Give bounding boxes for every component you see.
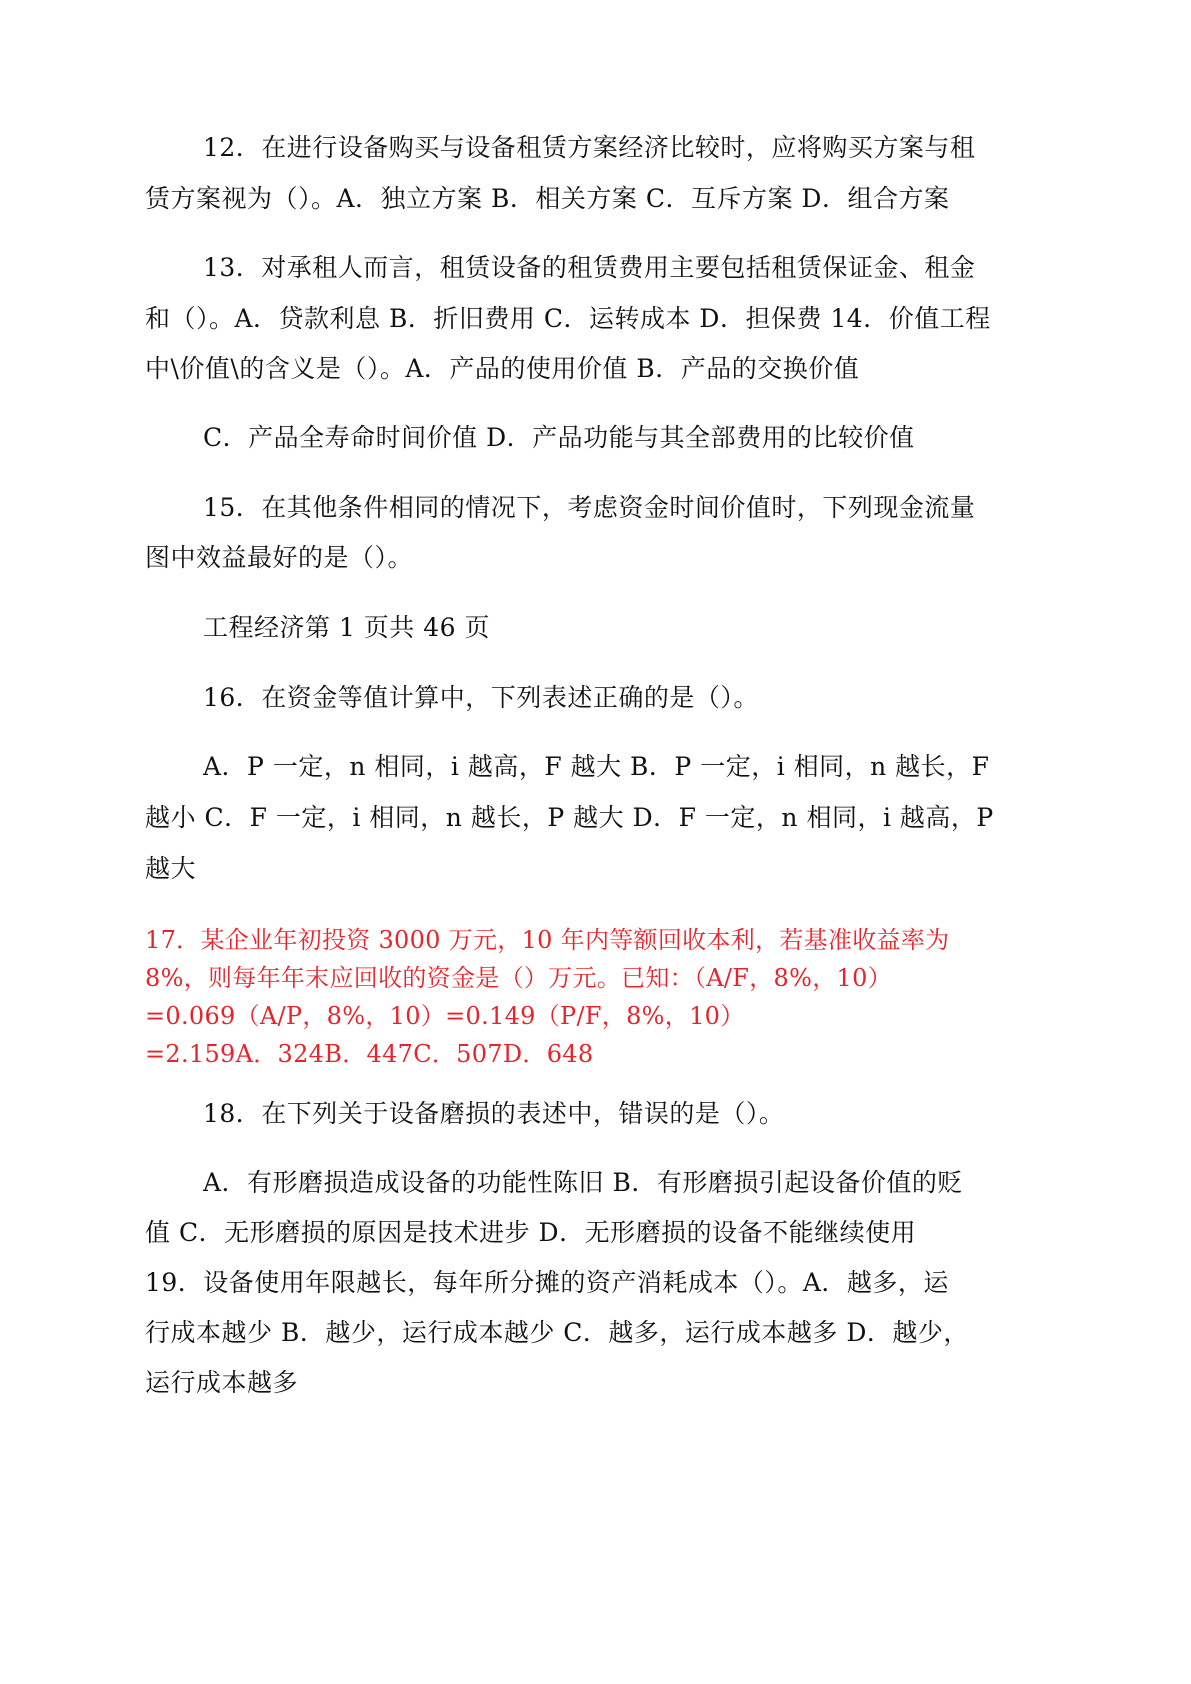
q18-line: 18．在下列关于设备磨损的表述中，错误的是（）。 — [203, 1099, 785, 1128]
page-footer: 工程经济第 1 页共 46 页 — [203, 613, 491, 642]
q13-line-1: 13．对承租人而言，租赁设备的租赁费用主要包括租赁保证金、租金 — [203, 253, 976, 282]
q18-options-2: 值 C．无形磨损的原因是技术进步 D．无形磨损的设备不能继续使用 — [145, 1218, 917, 1247]
q19-line-3: 运行成本越多 — [145, 1368, 299, 1397]
q12-line-1: 12．在进行设备购买与设备租赁方案经济比较时，应将购买方案与租 — [203, 133, 976, 162]
q16-options-2: 越小 C．F 一定，i 相同，n 越长，P 越大 D．F 一定，n 相同，i 越高，P — [145, 803, 994, 832]
q16-options-3: 越大 — [145, 854, 197, 883]
q14-options: C．产品全寿命时间价值 D．产品功能与其全部费用的比较价值 — [203, 423, 915, 452]
q15-line-2: 图中效益最好的是（）。 — [145, 543, 414, 572]
q16-options-1: A．P 一定，n 相同，i 越高，F 越大 B．P 一定，i 相同，n 越长，F — [203, 752, 990, 781]
q19-line-2: 行成本越少 B．越少，运行成本越少 C．越多，运行成本越多 D．越少， — [145, 1318, 969, 1347]
q19-line-1: 19．设备使用年限越长，每年所分摊的资产消耗成本（）。A．越多，运 — [145, 1268, 949, 1297]
q17-line-1: 17．某企业年初投资 3000 万元，10 年内等额回收本利，若基准收益率为 — [145, 926, 950, 954]
q17-line-3: =0.069（A/P，8%，10）=0.149（P/F，8%，10） — [145, 1002, 745, 1030]
q16-line: 16．在资金等值计算中，下列表述正确的是（）。 — [203, 683, 759, 712]
q15-line-1: 15．在其他条件相同的情况下，考虑资金时间价值时，下列现金流量 — [203, 493, 976, 522]
q17-line-4: =2.159A．324B．447C．507D．648 — [145, 1040, 594, 1068]
q18-options-1: A．有形磨损造成设备的功能性陈旧 B．有形磨损引起设备价值的贬 — [203, 1168, 963, 1197]
q14-line: 中\价值\的含义是（）。A．产品的使用价值 B．产品的交换价值 — [145, 354, 860, 383]
q12-line-2: 赁方案视为（）。A．独立方案 B．相关方案 C．互斥方案 D．组合方案 — [145, 184, 950, 213]
q13-line-2: 和（）。A．贷款利息 B．折旧费用 C．运转成本 D．担保费 14．价值工程 — [145, 304, 991, 333]
q17-line-2: 8%，则每年年末应回收的资金是（）万元。已知：（A/F，8%，10） — [145, 964, 892, 992]
